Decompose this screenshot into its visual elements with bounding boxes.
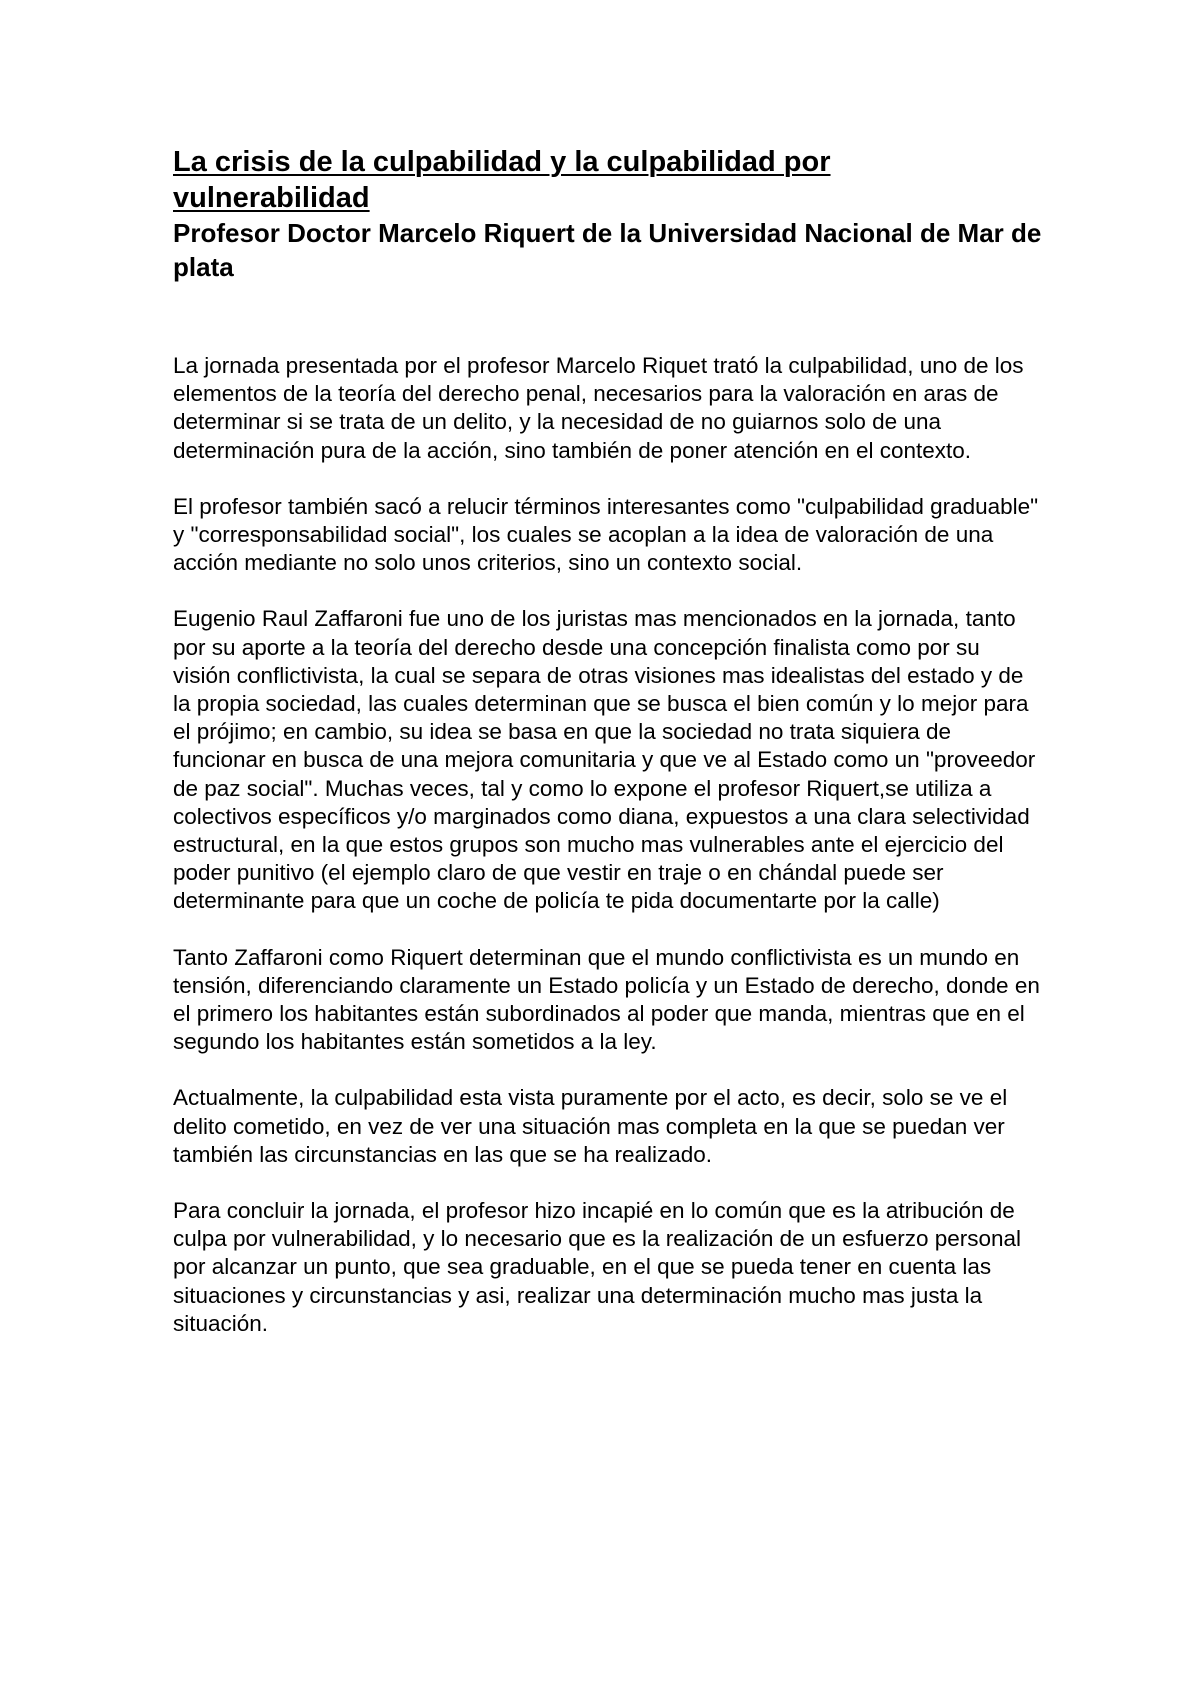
paragraph: La jornada presentada por el profesor Marcelo Riquet trató la culpabilidad, uno de los elementos de la teoría del derecho penal, necesarios para la valoración en aras de determinar si se trata de un delito, y la necesidad de no guiarnos solo de una determinación pura de la acción, sino también de poner atención en el contexto. [173,353,1024,463]
document-body [173,352,1043,1338]
paragraph: Actualmente, la culpabilidad esta vista puramente por el acto, es decir, solo se ve el delito cometido, en vez de ver una situación mas completa en la que se puedan ver también las circunstancias en las que se ha realizado. [173,1085,1008,1167]
paragraph: Eugenio Raul Zaffaroni fue uno de los juristas mas mencionados en la jornada, tanto por su aporte a la teoría del derecho desde una concepción finalista como por su visión conflictivista, la cual se separa de otras visiones mas idealistas del estado y de la propia sociedad, las cuales determinan que se busca el bien común y lo mejor para el prójimo; en cambio, su idea se basa en que la sociedad no trata siquiera de funcionar en busca de una mejora comunitaria y que ve al Estado como un "proveedor de paz social". Muchas veces, tal y como lo expone el profesor Riquert,se utiliza a colectivos específicos y/o marginados como diana, expuestos a una clara selectividad estructural, en la que estos grupos son mucho mas vulnerables ante el ejercicio del poder punitivo (el ejemplo claro de que vestir en traje o en chándal puede ser determinante para que un coche de policía te pida documentarte por la calle) [173,606,1036,914]
paragraph: Para concluir la jornada, el profesor hizo incapié en lo común que es la atribución de culpa por vulnerabilidad, y lo necesario que es la realización de un esfuerzo personal por alcanzar un punto, que sea graduable, en el que se pueda tener en cuenta las situaciones y circunstancias y asi, realizar una determinación mucho mas justa la situación. [173,1198,1022,1336]
document-content [173,144,1043,1366]
document-subtitle: Profesor Doctor Marcelo Riquert de la Universidad Nacional de Mar de plata [173,218,1042,282]
paragraph: Tanto Zaffaroni como Riquert determinan que el mundo conflictivista es un mundo en tensión, diferenciando claramente un Estado policía y un Estado de derecho, donde en el primero los habitantes están subordinados al poder que manda, mientras que en el segundo los habitantes están sometidos a la ley. [173,944,1040,1055]
paragraph: El profesor también sacó a relucir términos interesantes como "culpabilidad graduable" y "corresponsabilidad social", los cuales se acoplan a la idea de valoración de una acción mediante no solo unos criterios, sino un contexto social. [173,493,1039,576]
document-title: La crisis de la culpabilidad y la culpabilidad por vulnerabilidad [173,146,831,214]
